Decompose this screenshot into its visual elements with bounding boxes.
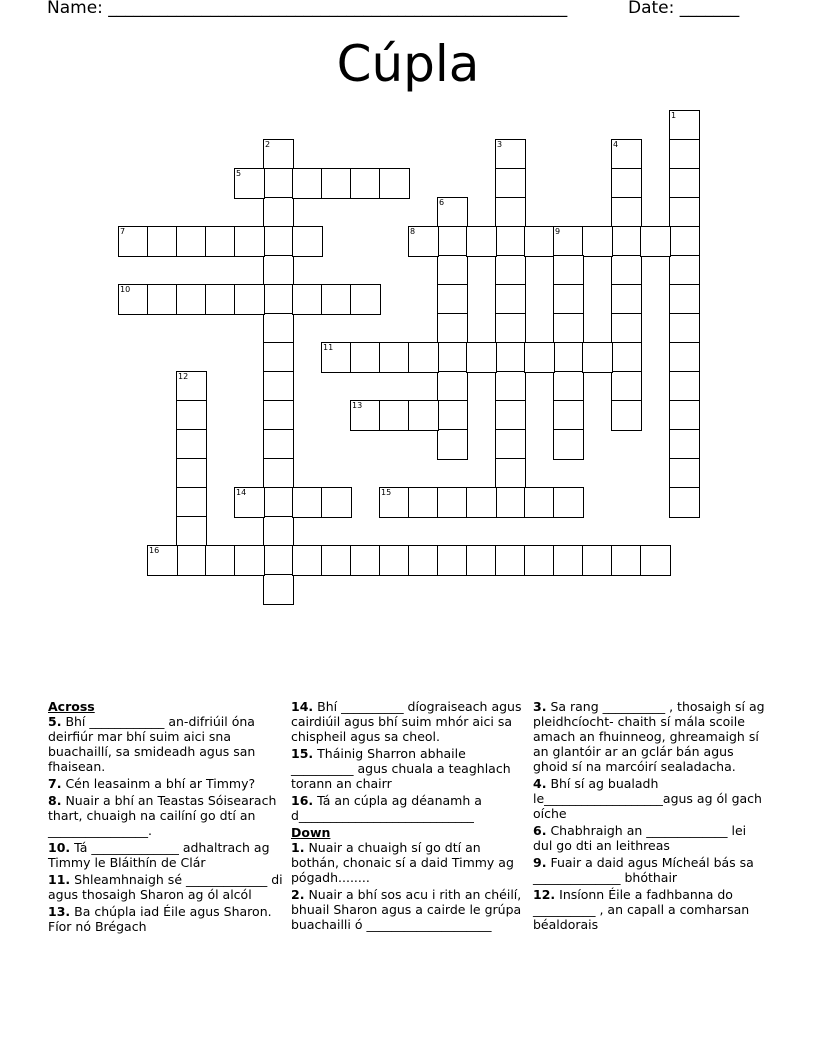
grid-cell[interactable] bbox=[205, 284, 236, 315]
clues-column-2 bbox=[291, 699, 527, 934]
clue-across-5: 5. Bhí ____________ an-difriúil óna deirfiúr mar bhí suim aici sna buachaillí, sa smideadh agus san fhaisean. bbox=[48, 714, 256, 774]
clue-number: 2 bbox=[265, 140, 271, 149]
grid-cell[interactable] bbox=[263, 487, 294, 518]
grid-cell[interactable] bbox=[611, 371, 642, 402]
clue-across-11: 11. Shleamhnaigh sé _____________ di agus thosaigh Sharon ag ól alcól bbox=[48, 872, 283, 902]
grid-cell[interactable] bbox=[321, 487, 352, 518]
grid-cell[interactable] bbox=[292, 168, 323, 199]
grid-cell[interactable] bbox=[524, 342, 555, 373]
clue-down-3: 3. Sa rang __________ , thosaigh sí ag pleidhcíocht- chaith sí mála scoile amach an fhuinneog, ghreamaigh sí an glantóir ar an gclár bán agus ghoid sí na marcóirí sealadacha. bbox=[533, 699, 765, 774]
clue-number: 11 bbox=[323, 343, 334, 352]
grid-cell[interactable] bbox=[292, 545, 323, 576]
grid-cell[interactable] bbox=[611, 400, 642, 431]
grid-cell[interactable] bbox=[205, 226, 236, 257]
clue-number: 7 bbox=[120, 227, 126, 236]
clue-number: 5 bbox=[236, 169, 242, 178]
grid-cell[interactable] bbox=[495, 197, 526, 228]
grid-cell[interactable] bbox=[263, 226, 294, 257]
grid-cell[interactable] bbox=[611, 255, 642, 286]
grid-cell[interactable] bbox=[176, 487, 207, 518]
grid-cell[interactable] bbox=[524, 226, 555, 257]
grid-cell[interactable] bbox=[437, 487, 468, 518]
grid-cell[interactable] bbox=[263, 255, 294, 286]
grid-cell[interactable] bbox=[495, 255, 526, 286]
clue-down-6: 6. Chabhraigh an _____________ lei dul go dti an leithreas bbox=[533, 823, 747, 853]
grid-cell[interactable] bbox=[263, 574, 294, 605]
grid-cell[interactable] bbox=[495, 400, 526, 431]
grid-cell[interactable] bbox=[234, 168, 265, 199]
grid-cell[interactable] bbox=[147, 226, 178, 257]
down-heading: Down bbox=[291, 825, 331, 840]
grid-cell[interactable] bbox=[611, 284, 642, 315]
grid-cell[interactable] bbox=[263, 197, 294, 228]
clue-number: 10 bbox=[120, 285, 131, 294]
clue-down-2: 2. Nuair a bhí sos acu i rith an chéilí, bhuail Sharon agus a cairde le grúpa buachailli ó ____________________ bbox=[291, 887, 522, 932]
grid-cell[interactable] bbox=[553, 400, 584, 431]
grid-cell[interactable] bbox=[263, 545, 294, 576]
grid-cell[interactable] bbox=[176, 284, 207, 315]
grid-cell[interactable] bbox=[350, 284, 381, 315]
grid-cell[interactable] bbox=[582, 226, 613, 257]
grid-cell[interactable] bbox=[495, 313, 526, 344]
grid-cell[interactable] bbox=[466, 487, 497, 518]
grid-cell[interactable] bbox=[263, 371, 294, 402]
grid-cell[interactable] bbox=[669, 110, 700, 141]
clues-column-3 bbox=[533, 699, 769, 934]
grid-cell[interactable] bbox=[350, 342, 381, 373]
clue-number: 3 bbox=[497, 140, 503, 149]
grid-cell[interactable] bbox=[118, 284, 149, 315]
grid-cell[interactable] bbox=[669, 429, 700, 460]
grid-cell[interactable] bbox=[553, 429, 584, 460]
grid-cell[interactable] bbox=[292, 487, 323, 518]
clue-across-15: 15. Tháinig Sharron abhaile __________ agus chuala a teaghlach torann an chairr bbox=[291, 746, 511, 791]
grid-cell[interactable] bbox=[379, 545, 410, 576]
grid-cell[interactable] bbox=[379, 168, 410, 199]
grid-cell[interactable] bbox=[350, 168, 381, 199]
grid-cell[interactable] bbox=[321, 545, 352, 576]
grid-cell[interactable] bbox=[437, 429, 468, 460]
grid-cell[interactable] bbox=[118, 226, 149, 257]
grid-cell[interactable] bbox=[379, 342, 410, 373]
grid-cell[interactable] bbox=[147, 545, 178, 576]
grid-cell[interactable] bbox=[379, 487, 410, 518]
grid-cell[interactable] bbox=[640, 226, 671, 257]
grid-cell[interactable] bbox=[669, 400, 700, 431]
grid-cell[interactable] bbox=[408, 487, 439, 518]
grid-cell[interactable] bbox=[437, 400, 468, 431]
grid-cell[interactable] bbox=[553, 545, 584, 576]
grid-cell[interactable] bbox=[350, 400, 381, 431]
clue-across-8: 8. Nuair a bhí an Teastas Sóisearach thart, chuaigh na cailíní go dtí an ________________. bbox=[48, 793, 277, 838]
grid-cell[interactable] bbox=[321, 342, 352, 373]
grid-cell[interactable] bbox=[263, 313, 294, 344]
grid-cell[interactable] bbox=[669, 255, 700, 286]
clue-number: 13 bbox=[352, 401, 363, 410]
grid-cell[interactable] bbox=[669, 487, 700, 518]
grid-cell[interactable] bbox=[176, 516, 207, 547]
date-field[interactable]: Date: _______ bbox=[628, 0, 740, 18]
clue-across-10: 10. Tá ______________ adhaltrach ag Timmy le Bláithín de Clár bbox=[48, 840, 270, 870]
grid-cell[interactable] bbox=[263, 429, 294, 460]
grid-cell[interactable] bbox=[263, 342, 294, 373]
grid-cell[interactable] bbox=[321, 168, 352, 199]
grid-cell[interactable] bbox=[524, 545, 555, 576]
grid-cell[interactable] bbox=[553, 284, 584, 315]
grid-cell[interactable] bbox=[437, 226, 468, 257]
grid-cell[interactable] bbox=[176, 226, 207, 257]
grid-cell[interactable] bbox=[321, 284, 352, 315]
grid-cell[interactable] bbox=[147, 284, 178, 315]
grid-cell[interactable] bbox=[263, 400, 294, 431]
grid-cell[interactable] bbox=[408, 400, 439, 431]
grid-cell[interactable] bbox=[640, 545, 671, 576]
clue-across-7: 7. Cén leasainm a bhí ar Timmy? bbox=[48, 776, 256, 791]
grid-cell[interactable] bbox=[611, 226, 642, 257]
grid-cell[interactable] bbox=[553, 371, 584, 402]
grid-cell[interactable] bbox=[524, 487, 555, 518]
grid-cell[interactable] bbox=[176, 400, 207, 431]
clue-number: 8 bbox=[410, 227, 416, 236]
clue-across-13: 13. Ba chúpla iad Éile agus Sharon. Fíor nó Brégach bbox=[48, 904, 272, 934]
grid-cell[interactable] bbox=[611, 139, 642, 170]
grid-cell[interactable] bbox=[234, 226, 265, 257]
clue-across-14: 14. Bhí __________ díograiseach agus cairdiúil agus bhí suim mhór aici sa chispheil agus sa cheol. bbox=[291, 699, 522, 744]
grid-cell[interactable] bbox=[495, 545, 526, 576]
grid-cell[interactable] bbox=[669, 168, 700, 199]
grid-cell[interactable] bbox=[611, 545, 642, 576]
grid-cell[interactable] bbox=[234, 284, 265, 315]
grid-cell[interactable] bbox=[263, 284, 294, 315]
grid-cell[interactable] bbox=[495, 342, 526, 373]
grid-cell[interactable] bbox=[176, 429, 207, 460]
grid-cell[interactable] bbox=[553, 342, 584, 373]
grid-cell[interactable] bbox=[234, 487, 265, 518]
grid-cell[interactable] bbox=[292, 284, 323, 315]
grid-cell[interactable] bbox=[495, 284, 526, 315]
grid-cell[interactable] bbox=[408, 545, 439, 576]
grid-cell[interactable] bbox=[437, 197, 468, 228]
grid-cell[interactable] bbox=[408, 226, 439, 257]
grid-cell[interactable] bbox=[669, 458, 700, 489]
clue-number: 15 bbox=[381, 488, 392, 497]
grid-cell[interactable] bbox=[234, 545, 265, 576]
clue-number: 9 bbox=[555, 227, 561, 236]
grid-cell[interactable] bbox=[350, 545, 381, 576]
clue-number: 6 bbox=[439, 198, 445, 207]
grid-cell[interactable] bbox=[437, 284, 468, 315]
clue-down-4: 4. Bhí sí ag bualadh le___________________agus ag ól gach oíche bbox=[533, 776, 762, 821]
grid-cell[interactable] bbox=[466, 226, 497, 257]
page-title: Cúpla bbox=[336, 35, 480, 93]
grid-cell[interactable] bbox=[553, 255, 584, 286]
grid-cell[interactable] bbox=[437, 313, 468, 344]
grid-cell[interactable] bbox=[205, 545, 236, 576]
grid-cell[interactable] bbox=[669, 139, 700, 170]
grid-cell[interactable] bbox=[582, 545, 613, 576]
grid-cell[interactable] bbox=[611, 168, 642, 199]
clue-number: 1 bbox=[671, 111, 677, 120]
clue-down-12: 12. Insíonn Éile a fadhbanna do __________ , an capall a comharsan béaldorais bbox=[533, 887, 750, 932]
clue-number: 14 bbox=[236, 488, 247, 497]
grid-cell[interactable] bbox=[263, 458, 294, 489]
grid-cell[interactable] bbox=[495, 226, 526, 257]
grid-cell[interactable] bbox=[495, 168, 526, 199]
grid-cell[interactable] bbox=[669, 371, 700, 402]
across-heading: Across bbox=[48, 699, 95, 714]
grid-cell[interactable] bbox=[495, 429, 526, 460]
grid-cell[interactable] bbox=[495, 458, 526, 489]
grid-cell[interactable] bbox=[495, 371, 526, 402]
grid-cell[interactable] bbox=[495, 139, 526, 170]
grid-cell[interactable] bbox=[669, 284, 700, 315]
clue-number: 12 bbox=[178, 372, 189, 381]
grid-cell[interactable] bbox=[408, 342, 439, 373]
grid-cell[interactable] bbox=[437, 255, 468, 286]
grid-cell[interactable] bbox=[611, 313, 642, 344]
grid-cell[interactable] bbox=[466, 545, 497, 576]
grid-cell[interactable] bbox=[263, 168, 294, 199]
grid-cell[interactable] bbox=[669, 342, 700, 373]
grid-cell[interactable] bbox=[553, 487, 584, 518]
grid-cell[interactable] bbox=[553, 226, 584, 257]
grid-cell[interactable] bbox=[669, 313, 700, 344]
grid-cell[interactable] bbox=[582, 342, 613, 373]
grid-cell[interactable] bbox=[437, 545, 468, 576]
name-field[interactable]: Name: ______________________________________________________ bbox=[47, 0, 568, 18]
clues-column-1 bbox=[48, 699, 284, 936]
clue-across-16: 16. Tá an cúpla ag déanamh a d____________________________ bbox=[291, 793, 482, 823]
grid-cell[interactable] bbox=[263, 139, 294, 170]
grid-cell[interactable] bbox=[611, 197, 642, 228]
grid-cell[interactable] bbox=[176, 458, 207, 489]
grid-cell[interactable] bbox=[263, 516, 294, 547]
clue-number: 16 bbox=[149, 546, 160, 555]
grid-cell[interactable] bbox=[466, 342, 497, 373]
grid-cell[interactable] bbox=[292, 226, 323, 257]
grid-cell[interactable] bbox=[669, 226, 700, 257]
grid-cell[interactable] bbox=[553, 313, 584, 344]
grid-cell[interactable] bbox=[611, 342, 642, 373]
grid-cell[interactable] bbox=[379, 400, 410, 431]
clue-number: 4 bbox=[613, 140, 619, 149]
clue-down-9: 9. Fuair a daid agus Mícheál bás sa ______________ bhóthair bbox=[533, 855, 754, 885]
grid-cell[interactable] bbox=[437, 371, 468, 402]
grid-cell[interactable] bbox=[437, 342, 468, 373]
grid-cell[interactable] bbox=[669, 197, 700, 228]
grid-cell[interactable] bbox=[495, 487, 526, 518]
grid-cell[interactable] bbox=[176, 545, 207, 576]
grid-cell[interactable] bbox=[176, 371, 207, 402]
clue-down-1: 1. Nuair a chuaigh sí go dtí an bothán, chonaic sí a daid Timmy ag pógadh........ bbox=[291, 840, 514, 885]
